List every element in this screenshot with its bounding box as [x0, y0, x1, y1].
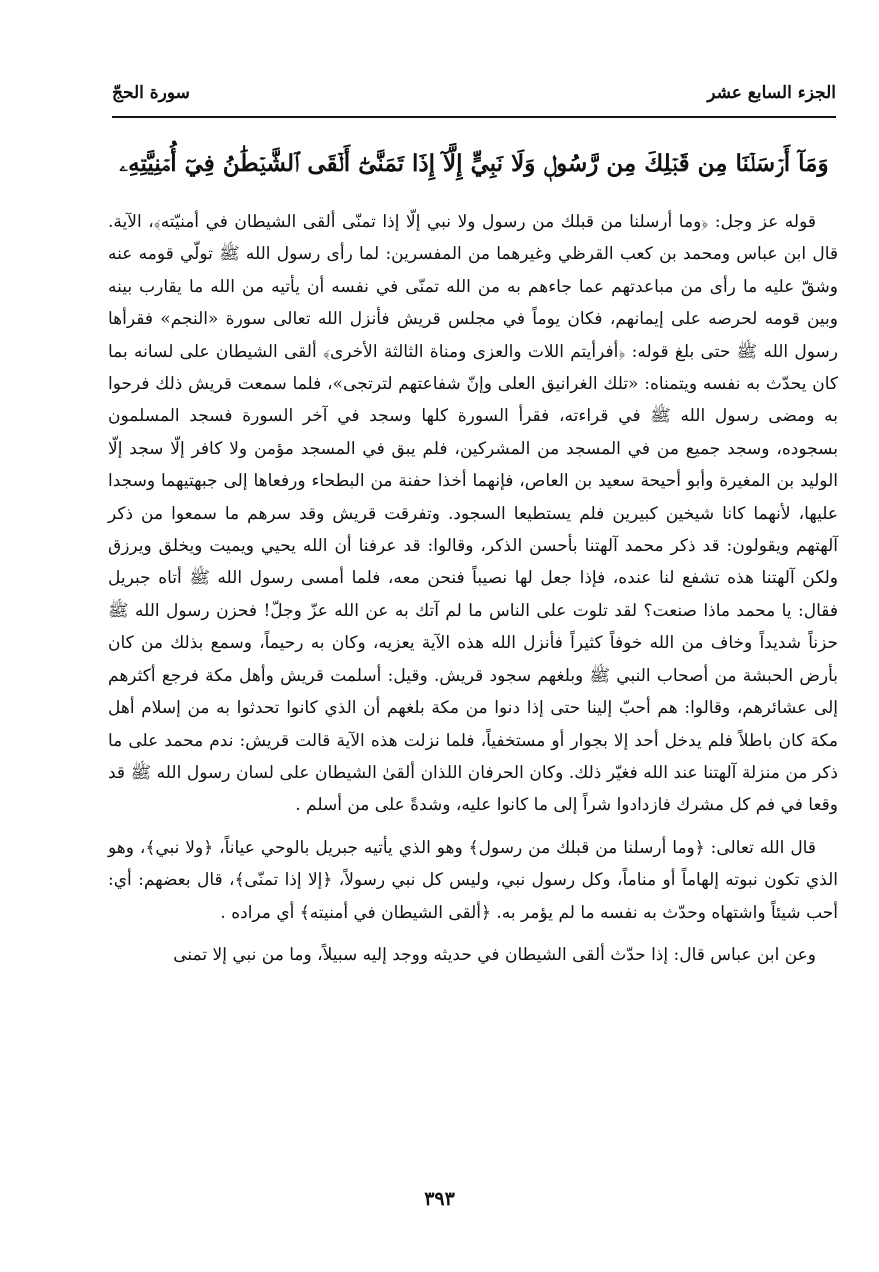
paragraph-1: قوله عز وجل: ﴿وما أرسلنا من قبلك من رسول ولا نبي إلّا إذا تمنّى ألقى الشيطان في أمنيّته﴾، الآية. قال ابن عباس ومحمد بن كعب القرظي وغيرهما من المفسرين: لما رأى رسول الله ﷺ تولّي قومه عنه وشقّ عليه ما رأى من مباعدتهم عما جاءهم به من الله تمنّى في نفسه أن يأتيه من الله ما يقارب بينه وبين قومه لحرصه على إيمانهم، فكان يوماً في مجلس قريش فأنزل الله تعالى سورة «النجم» فقرأها رسول الله ﷺ حتى بلغ قوله: ﴿أفرأيتم اللات والعزى ومناة الثالثة الأخرى﴾ ألقى الشيطان على لسانه بما كان يحدّث به نفسه ويتمناه: «تلك الغرانيق العلى وإنّ شفاعتهم لترتجى»، فلما سمعت قريش ذلك فرحوا به ومضى رسول الله ﷺ في قراءته، فقرأ السورة كلها وسجد في آخر السورة فسجد المسلمون بسجوده، وسجد جميع من في المسجد من المشركين، فلم يبق في المسجد مؤمن ولا كافر إلّا سجد إلّا الوليد بن المغيرة وأبو أحيحة سعيد بن العاص، فإنهما أخذا حفنة من البطحاء ورفعاها إلى جبهتيهما وسجدا عليها، لأنهما كانا شيخين كبيرين فلم يستطيعا السجود. وتفرقت قريش وقد سرهم ما سمعوا من ذكر آلهتهم ويقولون: قد ذكر محمد آلهتنا بأحسن الذكر، وقالوا: قد عرفنا أن الله يحيي ويميت ويخلق ويرزق ولكن آلهتنا هذه تشفع لنا عنده، فإذا جعل لها نصيباً فنحن معه، فلما أمسى رسول الله ﷺ أتاه جبريل فقال: يا محمد ماذا صنعت؟ لقد تلوت على الناس ما لم آتك به عن الله عزّ وجلّ! فحزن رسول الله ﷺ حزناً شديداً وخاف من الله خوفاً كثيراً فأنزل الله هذه الآية يعزيه، وكان به رحيماً، وسمع بذلك من كان بأرض الحبشة من أصحاب النبي ﷺ وبلغهم سجود قريش. وقيل: أسلمت قريش وأهل مكة فرجع أكثرهم إلى عشائرهم، وقالوا: هم أحبّ إلينا حتى إذا دنوا من مكة بلغهم أن الذي كانوا تحدثوا به من إسلام أهل مكة كان باطلاً فلم يدخل أحد إلا بجوار أو مستخفياً، فلما نزلت هذه الآية قالت قريش: ندم محمد على ما ذكر من منزلة آلهتنا عند الله فغيّر ذلك. وكان الحرفان اللذان ألقىٰ الشيطان على لسان رسول الله ﷺ قد وقعا في فم كل مشرك فازدادوا شراً إلى ما كانوا عليه، وشدةً على من أسلم . [108, 212, 838, 816]
quran-verse-heading: وَمَآ أَرۡسَلۡنَا مِن قَبۡلِكَ مِن رَّسُولٖ وَلَا نَبِيٍّ إِلَّآ إِذَا تَمَنَّىٰٓ أَلۡقَى ٱلشَّيۡطَٰنُ فِيٓ أُمۡنِيَّتِهِۦ [119, 150, 829, 177]
header-part-title: الجزء السابع عشر [707, 83, 836, 103]
paragraph-3: وعن ابن عباس قال: إذا حدّث ألقى الشيطان في حديثه ووجد إليه سبيلاً، وما من نبي إلا تمنى [173, 944, 816, 965]
page-number: ٣٩٣ [424, 1188, 455, 1210]
header-divider [112, 116, 836, 118]
running-header [112, 78, 836, 108]
header-surah-title: سورة الحجّ [112, 83, 190, 103]
commentary-text [108, 206, 838, 971]
paragraph-2: قال الله تعالى: ﴿وما أرسلنا من قبلك من رسول﴾ وهو الذي يأتيه جبريل بالوحي عياناً، ﴿ولا نبي﴾، وهو الذي تكون نبوته إلهاماً أو مناماً، وكل رسول نبي، وليس كل نبي رسولاً، ﴿إلا إذا تمنّى﴾، قال بعضهم: أي: أحب شيئاً واشتهاه وحدّث به نفسه ما لم يؤمر به. ﴿ألقى الشيطان في أمنيته﴾ أي مراده . [108, 837, 838, 923]
